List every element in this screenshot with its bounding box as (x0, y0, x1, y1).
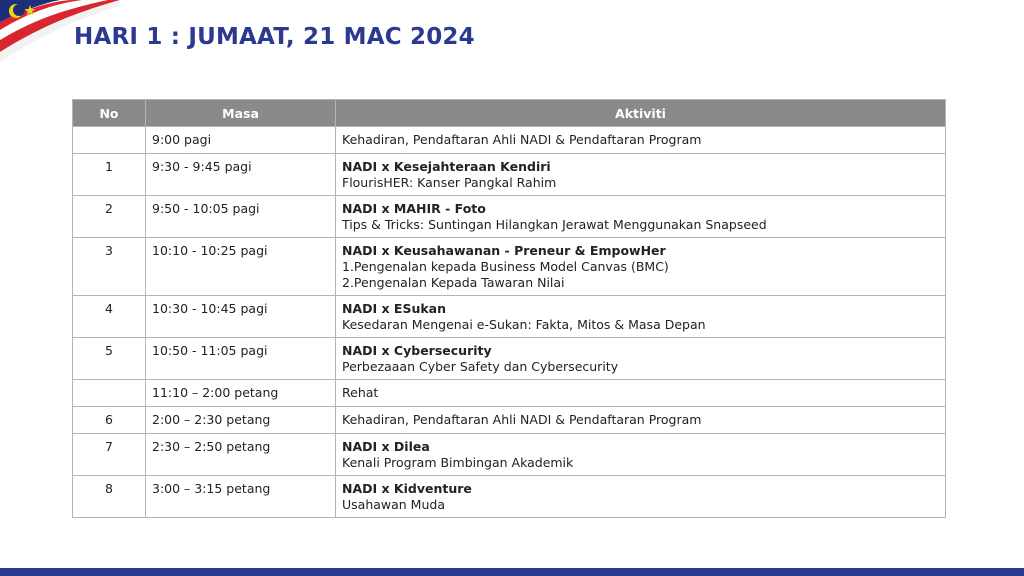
row-no (73, 127, 146, 154)
row-masa: 10:10 - 10:25 pagi (146, 238, 336, 296)
row-no: 2 (73, 196, 146, 238)
table-row (73, 196, 946, 238)
header-aktiviti: Aktiviti (336, 100, 946, 127)
row-aktiviti (336, 127, 946, 154)
table-row (73, 476, 946, 518)
footer-bar (0, 568, 1024, 576)
table-row (73, 407, 946, 434)
row-masa: 3:00 – 3:15 petang (146, 476, 336, 518)
row-aktiviti (336, 380, 946, 407)
activity-title: NADI x Keusahawanan - Preneur & EmpowHer (342, 243, 666, 258)
page-title: HARI 1 : JUMAAT, 21 MAC 2024 (74, 24, 475, 50)
row-masa: 2:30 – 2:50 petang (146, 434, 336, 476)
table-row (73, 127, 946, 154)
row-masa: 9:50 - 10:05 pagi (146, 196, 336, 238)
activity-description: Kehadiran, Pendaftaran Ahli NADI & Pendaftaran Program (342, 412, 702, 427)
row-no: 4 (73, 296, 146, 338)
activity-description: Tips & Tricks: Suntingan Hilangkan Jerawat Menggunakan Snapseed (342, 217, 767, 232)
row-no (73, 380, 146, 407)
table-row (73, 238, 946, 296)
activity-title: NADI x Kesejahteraan Kendiri (342, 159, 551, 174)
activity-description: Perbezaaan Cyber Safety dan Cybersecurity (342, 359, 619, 374)
table-row (73, 154, 946, 196)
activity-title: NADI x Dilea (342, 439, 430, 454)
row-aktiviti (336, 338, 946, 380)
row-no: 7 (73, 434, 146, 476)
activity-title: NADI x Cybersecurity (342, 343, 492, 358)
activity-title: NADI x ESukan (342, 301, 447, 316)
row-aktiviti (336, 407, 946, 434)
row-no: 6 (73, 407, 146, 434)
activity-description: Kesedaran Mengenai e-Sukan: Fakta, Mitos & Masa Depan (342, 317, 706, 332)
activity-description: 2.Pengenalan Kepada Tawaran Nilai (342, 275, 565, 290)
table-header-row (73, 100, 946, 127)
row-aktiviti (336, 196, 946, 238)
table-row (73, 296, 946, 338)
row-aktiviti (336, 434, 946, 476)
row-no: 1 (73, 154, 146, 196)
row-masa: 10:30 - 10:45 pagi (146, 296, 336, 338)
row-no: 5 (73, 338, 146, 380)
row-masa: 9:30 - 9:45 pagi (146, 154, 336, 196)
schedule-table (72, 99, 946, 518)
activity-description: Kehadiran, Pendaftaran Ahli NADI & Pendaftaran Program (342, 132, 702, 147)
table-row (73, 434, 946, 476)
row-aktiviti (336, 154, 946, 196)
activity-description: Rehat (342, 385, 379, 400)
row-masa: 10:50 - 11:05 pagi (146, 338, 336, 380)
activity-title: NADI x Kidventure (342, 481, 472, 496)
activity-description: FlourisHER: Kanser Pangkal Rahim (342, 175, 557, 190)
activity-title: NADI x MAHIR - Foto (342, 201, 486, 216)
activity-description: Kenali Program Bimbingan Akademik (342, 455, 574, 470)
row-masa: 11:10 – 2:00 petang (146, 380, 336, 407)
row-no: 8 (73, 476, 146, 518)
table-row (73, 338, 946, 380)
activity-description: 1.Pengenalan kepada Business Model Canvas (BMC) (342, 259, 669, 274)
row-aktiviti (336, 238, 946, 296)
table-row (73, 380, 946, 407)
row-no: 3 (73, 238, 146, 296)
row-masa: 2:00 – 2:30 petang (146, 407, 336, 434)
activity-description: Usahawan Muda (342, 497, 445, 512)
row-aktiviti (336, 296, 946, 338)
row-masa: 9:00 pagi (146, 127, 336, 154)
header-masa: Masa (146, 100, 336, 127)
header-no: No (73, 100, 146, 127)
row-aktiviti (336, 476, 946, 518)
